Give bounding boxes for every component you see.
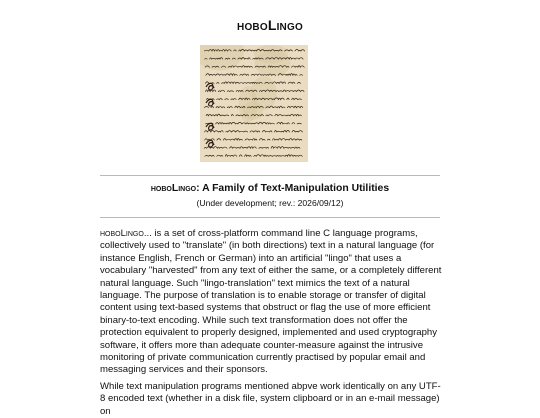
second-paragraph: While text manipulation programs mentioned abpve work identically on any UTF-8 encoded text (whether in a disk file, system clipboard or in an e-mail message) on <box>100 381 441 417</box>
parchment-stain <box>255 51 291 77</box>
page-subtitle <box>0 183 540 194</box>
ornamental-initial <box>206 123 214 130</box>
divider-top <box>100 175 440 176</box>
ornamental-initial <box>206 83 214 90</box>
intro-paragraph-text: ... is a set of cross-platform command line C language programs, collectively used to "translate" (in both directions) text in a natural language (for instance English, French or German) into an artificial "lingo" that uses a vocabulary "harvested" from any text of either the same, or a completely different natural language. Such "lingo-translation" text mimics the text of a natural language. The purpose of translation is to enable storage or transfer of digital content using text-based systems that obstruct or flag the use of more efficient binary-to-text encoding. While such text transformation does not offer the protection equivalent to properly designed, implemented and used cryptography software, it offers more than adequate counter-measure against the intrusive monitoring of private communication currently practised by popular email and messaging services and their sponsors. <box>100 228 442 376</box>
handwriting-line <box>205 155 302 157</box>
divider-bottom <box>100 217 440 218</box>
intro-paragraph <box>100 228 442 377</box>
development-status: (Under development; rev.: 2026/09/12) <box>196 198 344 208</box>
manuscript-image <box>200 45 308 162</box>
handwriting-line <box>206 74 303 76</box>
ornamental-initial <box>206 99 214 106</box>
subtitle-name: hoboLingo <box>150 183 197 194</box>
parchment-stain <box>251 76 277 110</box>
manuscript-page-icon <box>200 45 308 162</box>
subtitle-rest: : A Family of Text-Manipulation Utilities <box>196 183 390 194</box>
site-title: hoboLingo <box>237 17 303 33</box>
handwriting-line <box>205 138 302 140</box>
ornamental-initial <box>206 140 214 147</box>
handwriting-line <box>205 130 305 132</box>
handwriting-line <box>206 122 302 124</box>
intro-paragraph-name: hoboLingo <box>100 228 144 239</box>
handwriting-line <box>204 147 300 149</box>
